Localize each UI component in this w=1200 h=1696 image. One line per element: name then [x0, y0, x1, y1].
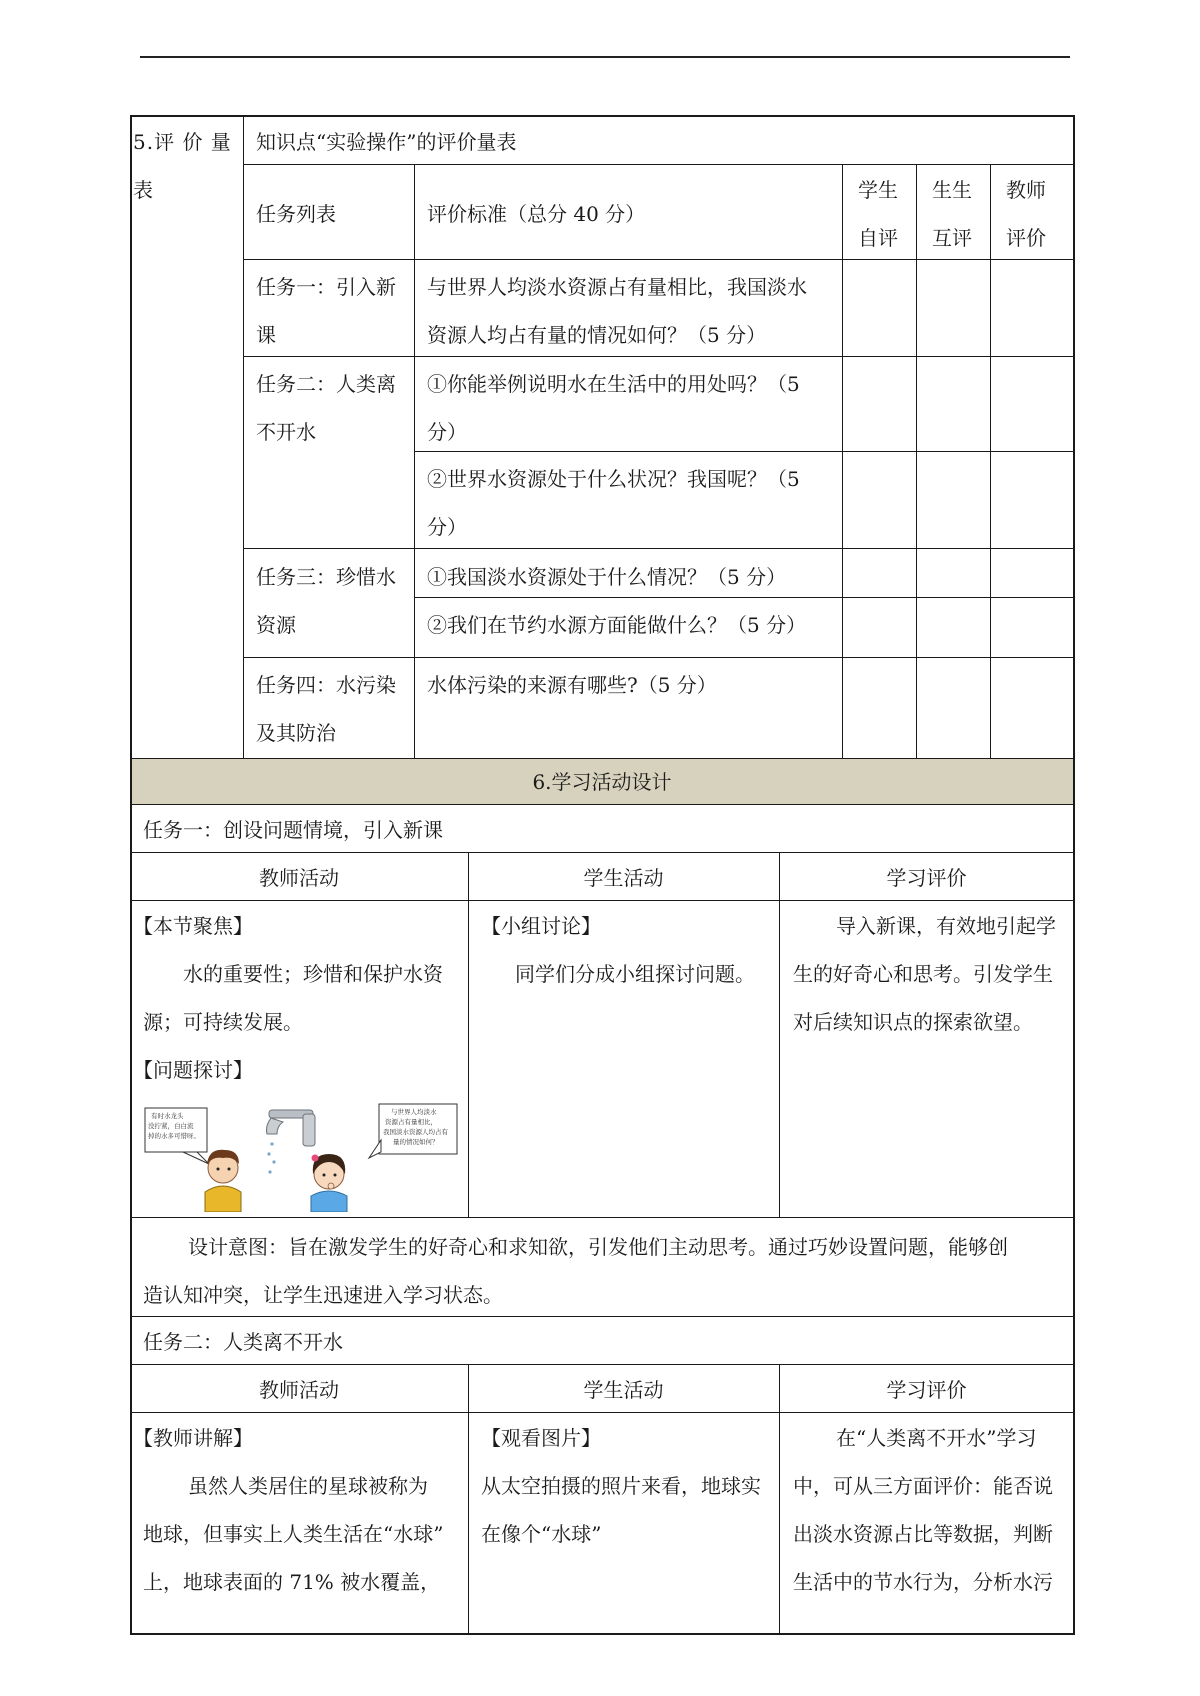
bubble-left-line: 掉的水多可惜呀。: [148, 1132, 200, 1140]
bubble-right-line: 与世界人均淡水: [391, 1108, 437, 1116]
evaluation-text-cont: 中，可从三方面评价：能否说: [793, 1474, 1053, 1498]
task-3-name-cont: 资源: [256, 613, 296, 637]
bubble-right-line: 量的情况如何？: [393, 1138, 439, 1146]
evaluation-text: 在“人类离不开水”学习: [836, 1426, 1037, 1450]
teacher-focus-text: 水的重要性；珍惜和保护水资: [183, 962, 443, 986]
header-task-list: 任务列表: [256, 202, 336, 226]
header-rule: [140, 56, 1070, 58]
task-2-criterion-1: ①你能举例说明水在生活中的用处吗？（5: [427, 372, 800, 396]
teacher-heading-problem: 【问题探讨】: [133, 1058, 253, 1082]
evaluation-text-cont: 对后续知识点的探索欲望。: [793, 1010, 1033, 1034]
header-self-eval: 学生: [858, 178, 898, 202]
col-header-teacher: 教师活动: [259, 866, 339, 890]
header-peer-eval-cont: 互评: [932, 226, 972, 250]
task-1-criterion-cont: 资源人均占有量的情况如何？（5 分）: [427, 323, 767, 347]
task-2-criterion-2-cont: 分）: [427, 515, 467, 539]
header-criteria: 评价标准（总分 40 分）: [427, 202, 646, 226]
task-4-name-cont: 及其防治: [256, 721, 336, 745]
bubble-left-line: 没拧紧，白白流: [148, 1122, 194, 1130]
speech-bubble-left-tail: [183, 1152, 209, 1164]
col-header-evaluation: 学习评价: [886, 866, 967, 890]
evaluation-text-cont: 出淡水资源占比等数据，判断: [793, 1522, 1053, 1546]
evaluation-text-cont: 生活中的节水行为，分析水污: [793, 1570, 1053, 1594]
activity-section-title: 6.学习活动设计: [532, 770, 672, 794]
section-label-cont: 表: [133, 178, 153, 202]
boy-icon: [205, 1150, 241, 1212]
task-4-name: 任务四：水污染: [256, 673, 396, 697]
header-teacher-eval-cont: 评价: [1006, 226, 1046, 250]
header-peer-eval: 生生: [932, 178, 972, 202]
task-4-criterion: 水体污染的来源有哪些?（5 分）: [427, 673, 717, 697]
teacher-lecture-text: 虽然人类居住的星球被称为: [188, 1474, 428, 1498]
task-1-name-cont: 课: [256, 323, 276, 347]
col-header-student: 学生活动: [583, 866, 664, 890]
faucet-icon: [267, 1110, 316, 1174]
water-discussion-illustration: [143, 1100, 468, 1212]
girl-icon: [311, 1154, 347, 1212]
task-2-name-cont: 不开水: [256, 420, 316, 444]
task-2-name: 任务二：人类离: [256, 372, 396, 396]
task-2-criterion-1-cont: 分）: [427, 420, 467, 444]
task-1-title: 任务一：创设问题情境，引入新课: [143, 818, 443, 842]
task-1-criterion: 与世界人均淡水资源占有量相比，我国淡水: [427, 275, 807, 299]
col-header-student: 学生活动: [583, 1378, 664, 1402]
bubble-right-line: 资源占有量相比，: [385, 1118, 437, 1126]
task-3-criterion-2: ②我们在节约水源方面能做什么？（5 分）: [427, 613, 807, 637]
student-picture-text: 从太空拍摄的照片来看，地球实: [481, 1474, 761, 1498]
student-group-text: 同学们分成小组探讨问题。: [515, 962, 755, 986]
student-heading-picture: 【观看图片】: [481, 1426, 601, 1450]
col-header-teacher: 教师活动: [259, 1378, 339, 1402]
design-intent: 设计意图：旨在激发学生的好奇心和求知欲，引发他们主动思考。通过巧妙设置问题，能够创: [188, 1235, 1008, 1259]
teacher-lecture-text-cont: 地球，但事实上人类生活在“水球”: [143, 1522, 444, 1546]
teacher-focus-text-cont: 源；可持续发展。: [143, 1010, 303, 1034]
task-3-name: 任务三：珍惜水: [256, 565, 396, 589]
evaluation-text: 导入新课，有效地引起学: [836, 914, 1056, 938]
task-1-name: 任务一：引入新: [256, 275, 396, 299]
task-2-title: 任务二：人类离不开水: [143, 1330, 343, 1354]
design-intent-cont: 造认知冲突，让学生迅速进入学习状态。: [143, 1283, 503, 1307]
header-teacher-eval: 教师: [1006, 178, 1046, 202]
header-self-eval-cont: 自评: [858, 226, 898, 250]
teacher-heading-lecture: 【教师讲解】: [133, 1426, 253, 1450]
col-header-evaluation: 学习评价: [886, 1378, 967, 1402]
bubble-right-line: 我国淡水资源人均占有: [383, 1128, 448, 1136]
section-label: 5.评 价 量: [133, 130, 232, 154]
teacher-heading-focus: 【本节聚焦】: [133, 914, 253, 938]
task-2-criterion-2: ②世界水资源处于什么状况？我国呢？（5: [427, 467, 800, 491]
eval-table-title: 知识点“实验操作”的评价量表: [256, 130, 517, 154]
student-heading-group: 【小组讨论】: [481, 914, 601, 938]
bubble-left-line: 有时水龙头: [151, 1112, 184, 1120]
student-picture-text-cont: 在像个“水球”: [481, 1522, 602, 1546]
teacher-lecture-text-cont: 上，地球表面的 71% 被水覆盖，: [143, 1570, 441, 1594]
evaluation-text-cont: 生的好奇心和思考。引发学生: [793, 962, 1053, 986]
task-3-criterion-1: ①我国淡水资源处于什么情况？（5 分）: [427, 565, 787, 589]
speech-bubble-right-tail: [369, 1140, 381, 1158]
